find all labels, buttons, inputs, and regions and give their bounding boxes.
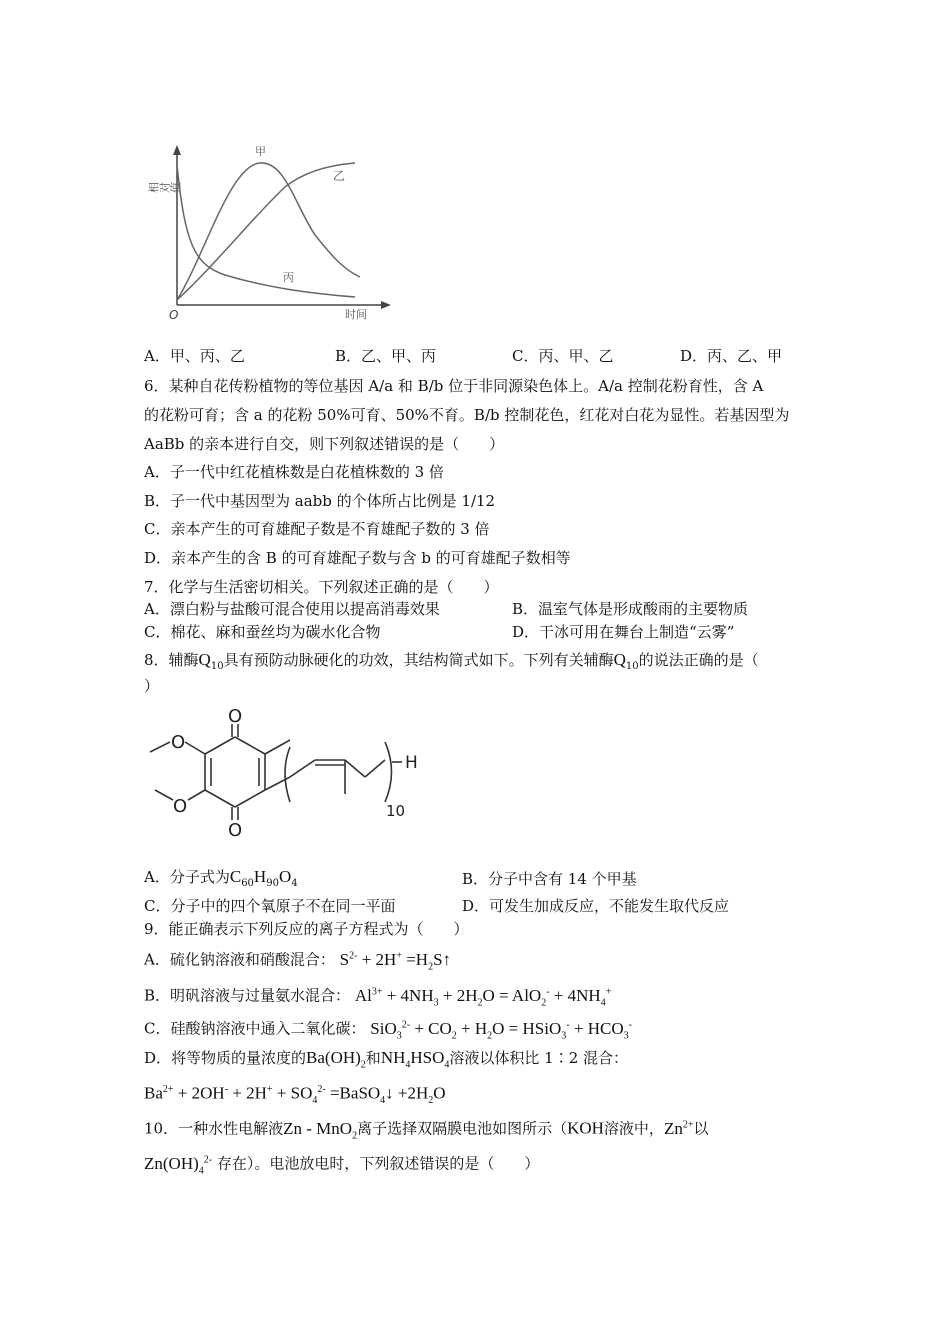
q5-option-d: D．丙、乙、甲: [680, 347, 783, 365]
q8-option-b: B．分子中含有 14 个甲基: [462, 870, 637, 888]
q6-option-b: B．子一代中基因型为 aabb 的个体所占比例是 1/12: [144, 492, 496, 510]
structure-o-methoxy-2: O: [173, 796, 188, 817]
q10-stem-line-2: [144, 1150, 539, 1181]
x-axis-label: 时间: [345, 308, 367, 321]
q8-q-sub-2: 10: [625, 661, 639, 672]
q10-stem-mid2: 溶液中，: [603, 1119, 664, 1138]
formula-c-n: 60: [241, 878, 254, 889]
curve-bing: [177, 165, 355, 297]
q8-stem-mid: 具有预防动脉硬化的功效，其结构简式如下。下列有关辅酶: [223, 651, 614, 669]
q8-q-letter-2: Q: [613, 650, 626, 669]
q9-option-b-text: B．明矾溶液与过量氨水混合：: [144, 986, 351, 1005]
q10-stem-2: 存在）。电池放电时，下列叙述错误的是（ ）: [216, 1154, 540, 1173]
q9-option-d-text-1: D．将等物质的量浓度的: [144, 1049, 307, 1067]
q9-option-c: [144, 1015, 632, 1046]
q7-option-d: D．干冰可用在舞台上制造“云雾”: [512, 623, 735, 641]
curve-jia: [177, 163, 360, 300]
q9-baoh2: $Ba(OH)_2$: [306, 1048, 366, 1071]
x-axis-arrow: [381, 301, 391, 309]
q8-stem-end: 的说法正确的是（: [638, 651, 759, 669]
structure-o-top: O: [228, 706, 243, 727]
q10-zn2: $Zn^{2+}$: [663, 1118, 694, 1138]
q8-q-letter: Q: [198, 650, 211, 669]
q5-option-c: C．丙、甲、乙: [512, 347, 614, 365]
q9-option-c-text: C．硅酸钠溶液中通入二氧化碳：: [144, 1019, 366, 1038]
origin-label: O: [169, 308, 179, 322]
q8-option-a-text: A．分子式为: [144, 868, 230, 886]
q8-stem-pre: 8．辅酶: [144, 651, 199, 669]
q6-option-c: C．亲本产生的可育雄配子数是不育雄配子数的 3 倍: [144, 520, 490, 538]
q6-stem-line-3: AaBb 的亲本进行自交，则下列叙述错误的是（ ）: [144, 435, 505, 453]
formula-h-n: 90: [266, 878, 279, 889]
q10-stem-pre: 10．一种水性电解液: [144, 1119, 284, 1138]
q7-option-c: C．棉花、麻和蚕丝均为碳水化合物: [144, 623, 381, 641]
q7-option-b: B．温室气体是形成酸雨的主要物质: [512, 600, 749, 618]
formula-o-n: 4: [291, 878, 298, 889]
y-axis-label: 相对值: [148, 181, 181, 195]
q7-option-a: A．漂白粉与盐酸可混合使用以提高消毒效果: [144, 600, 440, 618]
q9-equation-c: $SiO_3^{2-} + CO_2 + H_2O$ = HSiO$_3$- + $HCO_3^-$: [370, 1018, 632, 1042]
q10-stem-end: 以: [693, 1119, 709, 1138]
curve-yi-label: 乙: [333, 169, 346, 183]
q8-stem-line-1: [144, 650, 759, 677]
q10-stem-mid: 离子选择双隔膜电池如图所示（: [357, 1119, 568, 1138]
formula-h: H: [253, 867, 267, 886]
q6-option-d: D．亲本产生的含 B 的可育雄配子数与含 b 的可育雄配子数相等: [144, 549, 571, 567]
q8-option-c: C．分子中的四个氧原子不在同一平面: [144, 897, 396, 915]
q9-equation-a: $S^{2-} + 2H^+$ $=H_2S↑$: [339, 949, 452, 973]
q9-equation-d: $Ba^{2+} + 2OH^- + 2H^+ + SO_4^{2-}$ =BaSO$_4$↓ $+2H_2O$: [144, 1083, 446, 1107]
q10-zn-oh4: $Zn(OH)_4^{2-}$: [144, 1153, 213, 1177]
curve-jia-label: 甲: [255, 145, 266, 158]
q10-zn-mno2: Zn - MnO$_2$: [283, 1118, 358, 1142]
relative-value-graph: [148, 135, 405, 325]
structure-h: H: [405, 753, 418, 773]
q8-q-sub: 10: [210, 661, 224, 672]
q9-equation-b: $Al^{3+} + 4NH_3 + 2H_2O = AlO_2^- + 4NH_4^+$: [354, 985, 612, 1009]
q9-option-d-text-2: 和: [365, 1049, 381, 1067]
q9-option-d-text-3: 溶液以体积比 1∶2 混合：: [449, 1049, 629, 1067]
curve-bing-label: 丙: [283, 271, 294, 284]
structure-o-methoxy-1: O: [171, 732, 186, 753]
formula-o: O: [278, 867, 292, 886]
formula-c: C: [229, 867, 242, 886]
q6-option-a: A．子一代中红花植株数是白花植株数的 3 倍: [144, 463, 444, 481]
coenzyme-q10-structure: [140, 702, 440, 862]
curve-yi: [177, 163, 355, 300]
q6-stem-line-2: 的花粉可育；含 a 的花粉 50%可育、50%不育。B/b 控制花色，红花对白花为显性。若基因型为: [144, 406, 790, 424]
structure-repeat-count: 10: [386, 802, 406, 820]
q10-stem-line-1: [144, 1115, 708, 1146]
q9-option-a-text: A．硫化钠溶液和硝酸混合：: [144, 950, 335, 969]
q9-stem: 9．能正确表示下列反应的离子方程式为（ ）: [144, 920, 469, 938]
q8-option-a: [144, 867, 298, 894]
q7-stem: 7．化学与生活密切相关。下列叙述正确的是（ ）: [144, 578, 499, 596]
structure-o-bottom: O: [228, 820, 243, 841]
q9-option-b: [144, 982, 611, 1013]
q10-koh: KOH: [567, 1118, 604, 1138]
q9-nh4hso4: $NH_4HSO_4$: [380, 1048, 450, 1071]
q5-option-b: B．乙、甲、丙: [335, 347, 437, 365]
q5-option-a: A．甲、丙、乙: [144, 347, 245, 365]
q8-option-d: D．可发生加成反应，不能发生取代反应: [462, 897, 730, 915]
q9-option-a: [144, 946, 451, 977]
y-axis-arrow: [173, 145, 181, 155]
q9-option-d: [144, 1048, 628, 1075]
q8-stem-line-2: ）: [144, 677, 160, 695]
q6-stem-line-1: 6．某种自花传粉植物的等位基因 A/a 和 B/b 位于非同源染色体上。A/a 控制花粉育性，含 A: [144, 377, 764, 395]
